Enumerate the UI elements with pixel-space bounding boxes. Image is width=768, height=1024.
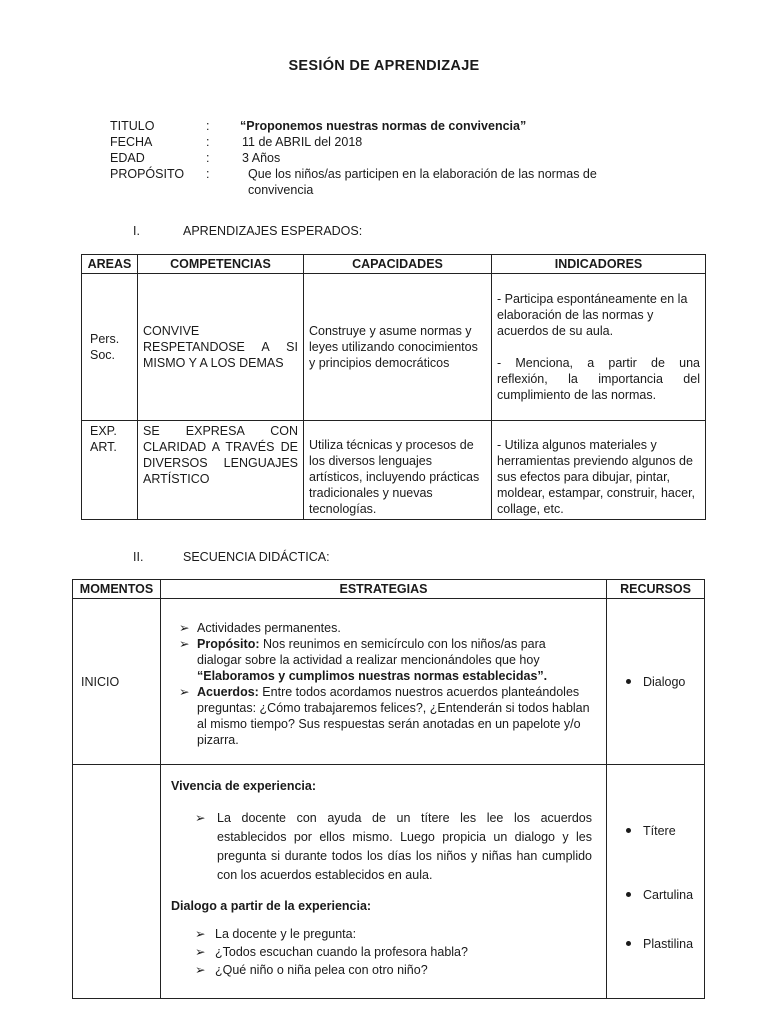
recurso-item <box>612 936 699 952</box>
item-text: ¿Todos escuchan cuando la profesora habla? <box>215 945 468 959</box>
area-cell: EXP. ART. <box>82 421 138 520</box>
arrow-bullet-icon: ➢ <box>179 620 190 635</box>
bullet-icon <box>626 941 631 946</box>
meta-value: “Proponemos nuestras normas de convivencia” <box>240 119 527 133</box>
document-title: SESIÓN DE APRENDIZAJE <box>288 58 480 74</box>
item-text: Actividades permanentes. <box>197 620 341 635</box>
indicadores-cell <box>492 274 706 421</box>
section-number: II. <box>133 550 144 564</box>
recurso-text: Plastilina <box>643 937 694 951</box>
table-row-inicio <box>73 599 705 765</box>
meta-value: 11 de ABRIL del 2018 <box>242 135 363 149</box>
column-header: COMPETENCIAS <box>138 255 304 274</box>
list-item <box>171 925 592 943</box>
estrategias-cell <box>161 765 607 999</box>
item-label: Propósito: <box>197 636 260 651</box>
meta-value: 3 Años <box>242 151 281 165</box>
capacidad-cell: Construye y asume normas y leyes utilizando conocimientos y principios democráticos <box>304 274 492 421</box>
subheading: Dialogo a partir de la experiencia: <box>171 899 372 913</box>
list-item <box>171 620 592 636</box>
bullet-icon <box>626 828 631 833</box>
item-text: La docente y le pregunta: <box>215 927 357 941</box>
indicador-text: - Menciona, a partir de una reflexión, la importancia del cumplimiento de las normas. <box>497 356 700 402</box>
arrow-bullet-icon: ➢ <box>179 684 190 699</box>
secuencia-table <box>72 579 705 999</box>
aprendizajes-table <box>81 254 706 520</box>
recurso-item <box>612 823 699 839</box>
recurso-item <box>612 887 699 903</box>
list-item <box>171 636 592 684</box>
recurso-text: Dialogo <box>643 674 686 689</box>
momento-cell: INICIO <box>73 599 161 765</box>
questions-list <box>171 925 592 979</box>
meta-colon: : <box>206 119 210 133</box>
recurso-item <box>612 674 699 690</box>
arrow-bullet-icon: ➢ <box>179 636 190 651</box>
column-header: ESTRATEGIAS <box>161 580 607 599</box>
estrategias-cell <box>161 599 607 765</box>
list-item <box>171 809 592 885</box>
estrategias-list <box>171 809 592 885</box>
meta-label: FECHA <box>110 135 153 149</box>
meta-colon: : <box>206 135 210 149</box>
subheading: Vivencia de experiencia: <box>171 779 316 793</box>
competencia-cell: CONVIVE RESPETANDOSE A SI MISMO Y A LOS DEMAS <box>138 274 304 421</box>
column-header: AREAS <box>82 255 138 274</box>
recurso-text: Títere <box>643 824 676 838</box>
list-item <box>171 684 592 748</box>
meta-label: EDAD <box>110 151 145 165</box>
item-quote: “Elaboramos y cumplimos nuestras normas establecidas”. <box>197 668 548 683</box>
arrow-bullet-icon: ➢ <box>195 945 206 959</box>
indicador-text: - Participa espontáneamente en la elaboración de las normas y acuerdos de su aula. <box>497 292 688 338</box>
meta-label: TITULO <box>110 119 155 133</box>
competencia-cell: SE EXPRESA CON CLARIDAD A TRAVÉS DE DIVERSOS LENGUAJES ARTÍSTICO <box>138 421 304 520</box>
meta-colon: : <box>206 151 210 165</box>
arrow-bullet-icon: ➢ <box>195 811 206 825</box>
column-header: RECURSOS <box>607 580 705 599</box>
item-text: ¿Qué niño o niña pelea con otro niño? <box>215 963 428 977</box>
list-item <box>171 961 592 979</box>
arrow-bullet-icon: ➢ <box>195 927 206 941</box>
table-row-desarrollo <box>73 765 705 999</box>
section-number: I. <box>133 224 140 238</box>
recursos-cell <box>607 599 705 765</box>
capacidad-cell: Utiliza técnicas y procesos de los diversos lenguajes artísticos, incluyendo prácticas tradicionales y nuevas tecnologías. <box>304 421 492 520</box>
column-header: MOMENTOS <box>73 580 161 599</box>
section-title: SECUENCIA DIDÁCTICA: <box>183 550 330 564</box>
estrategias-list <box>171 620 592 748</box>
meta-value: Que los niños/as participen en la elaboración de las normas de <box>248 167 597 181</box>
item-text: Nos reunimos en semicírculo con los niños/as para dialogar sobre la actividad a realizar mencionándoles que hoy <box>197 636 546 667</box>
table-header-row <box>73 580 705 599</box>
meta-label: PROPÓSITO <box>110 167 185 181</box>
table-header-row <box>82 255 706 274</box>
area-cell: Pers. Soc. <box>82 274 138 421</box>
table-row <box>82 274 706 421</box>
section-title: APRENDIZAJES ESPERADOS: <box>183 224 363 238</box>
meta-colon: : <box>206 167 210 181</box>
item-label: Acuerdos: <box>197 684 259 699</box>
recursos-cell <box>607 765 705 999</box>
list-item <box>171 943 592 961</box>
bullet-icon <box>626 892 631 897</box>
arrow-bullet-icon: ➢ <box>195 963 206 977</box>
column-header: INDICADORES <box>492 255 706 274</box>
indicadores-cell: - Utiliza algunos materiales y herramientas previendo algunos de sus efectos para dibujar, pintar, moldear, estampar, construir, hacer, collage, etc. <box>492 421 706 520</box>
recurso-text: Cartulina <box>643 888 694 902</box>
bullet-icon <box>626 679 631 684</box>
table-row <box>82 421 706 520</box>
item-text: La docente con ayuda de un títere les lee los acuerdos establecidos por ellos mismo. Luego propicia un dialogo y les pregunta si durante todos los días los niños y niñas han cumplido con los acuerdos establecidos en aula. <box>217 811 592 882</box>
item-text: Entre todos acordamos nuestros acuerdos planteándoles preguntas: ¿Cómo trabajaremos felices?, ¿Entenderán si todos hablan al mismo tiempo? Sus respuestas serán anotadas en un papelote y/o pizarra. <box>197 684 590 747</box>
momento-cell <box>73 765 161 999</box>
column-header: CAPACIDADES <box>304 255 492 274</box>
meta-value: convivencia <box>248 183 314 197</box>
